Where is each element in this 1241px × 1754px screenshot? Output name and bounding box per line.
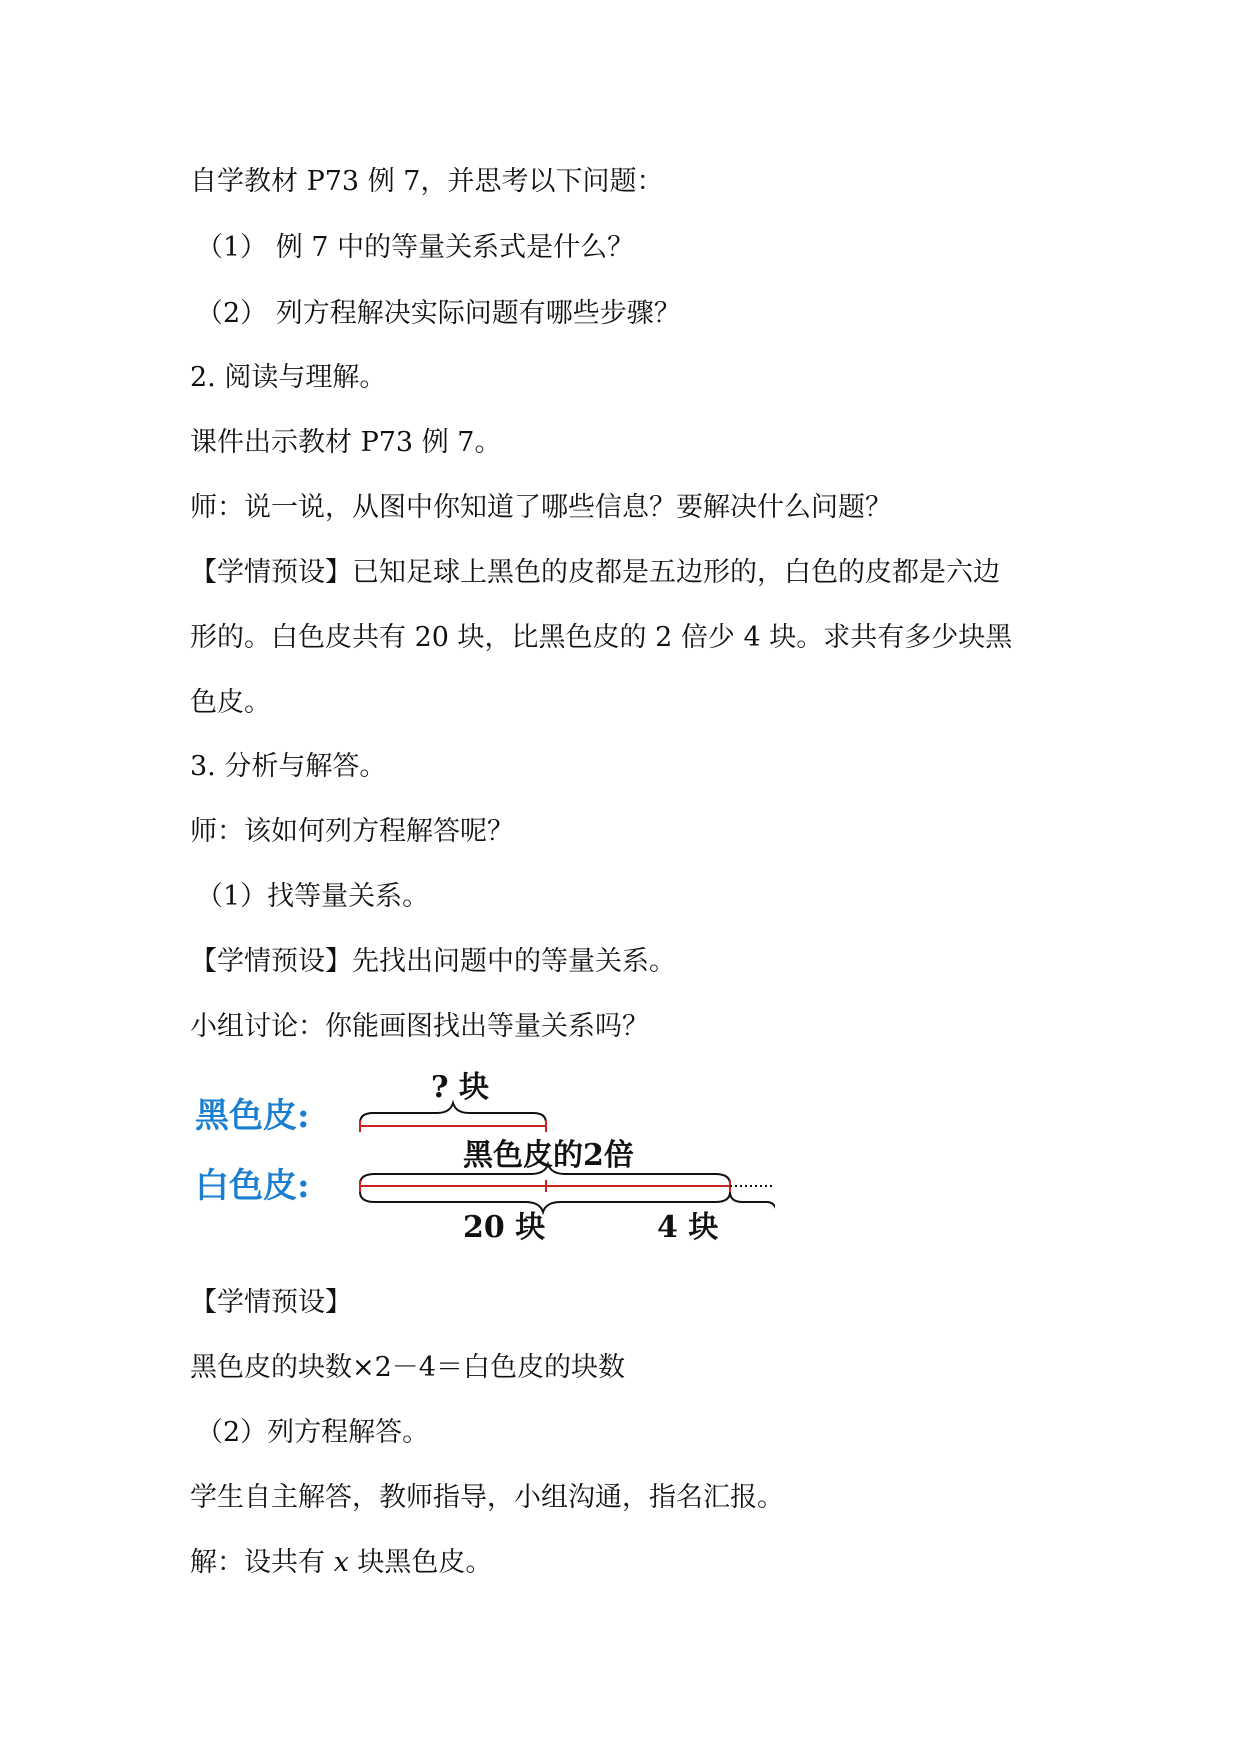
section-heading-3: 3. 分析与解答。: [190, 751, 387, 782]
solution-prefix: 解：设共有: [190, 1547, 334, 1578]
unknown-count-label: ? 块: [431, 1070, 490, 1105]
section-heading-2: 2. 阅读与理解。: [190, 362, 387, 393]
solution-suffix: 块黑色皮。: [348, 1547, 493, 1578]
text-line-8: 形的。白色皮共有 20 块，比黑色皮的 2 倍少 4 块。求共有多少块黑: [190, 622, 1013, 653]
white-segment-brace: [360, 1192, 730, 1212]
question-2: （2） 列方程解决实际问题有哪些步骤？: [196, 298, 681, 329]
step-1: （1）找等量关系。: [196, 881, 430, 912]
text-line-5: 课件出示教材 P73 例 7。: [190, 427, 502, 458]
text-line-18: 学生自主解答，教师指导，小组沟通，指名汇报。: [190, 1482, 784, 1513]
white-skin-label: 白色皮:: [195, 1166, 310, 1206]
black-skin-label: 黑色皮:: [195, 1096, 310, 1136]
line-segment-diagram: [195, 1068, 775, 1258]
text-line-1: 自学教材 P73 例 7，并思考以下问题：: [190, 166, 664, 197]
text-line-7: 【学情预设】已知足球上黑色的皮都是五边形的，白色的皮都是六边: [190, 557, 1000, 588]
equation-line: 黑色皮的块数×2－4＝白色皮的块数: [190, 1352, 625, 1383]
text-line-6: 师：说一说，从图中你知道了哪些信息？要解决什么问题？: [190, 492, 892, 523]
text-line-11: 师：该如何列方程解答呢？: [190, 816, 514, 847]
text-line-14: 小组讨论：你能画图找出等量关系吗？: [190, 1011, 649, 1042]
double-black-label: 黑色皮的2倍: [463, 1138, 634, 1173]
question-1: （1） 例 7 中的等量关系式是什么？: [196, 232, 635, 263]
difference-brace: [730, 1192, 775, 1212]
text-line-9: 色皮。: [190, 687, 271, 718]
step-2: （2）列方程解答。: [196, 1417, 430, 1448]
variable-x: x: [333, 1547, 349, 1578]
text-line-13: 【学情预设】先找出问题中的等量关系。: [190, 946, 676, 977]
difference-label: 4 块: [657, 1210, 719, 1245]
solution-line: [190, 1543, 492, 1583]
white-count-label: 20 块: [463, 1210, 546, 1245]
black-segment-brace: [360, 1103, 546, 1123]
text-line-15: 【学情预设】: [190, 1287, 352, 1318]
diagram-lines: [195, 1068, 775, 1258]
